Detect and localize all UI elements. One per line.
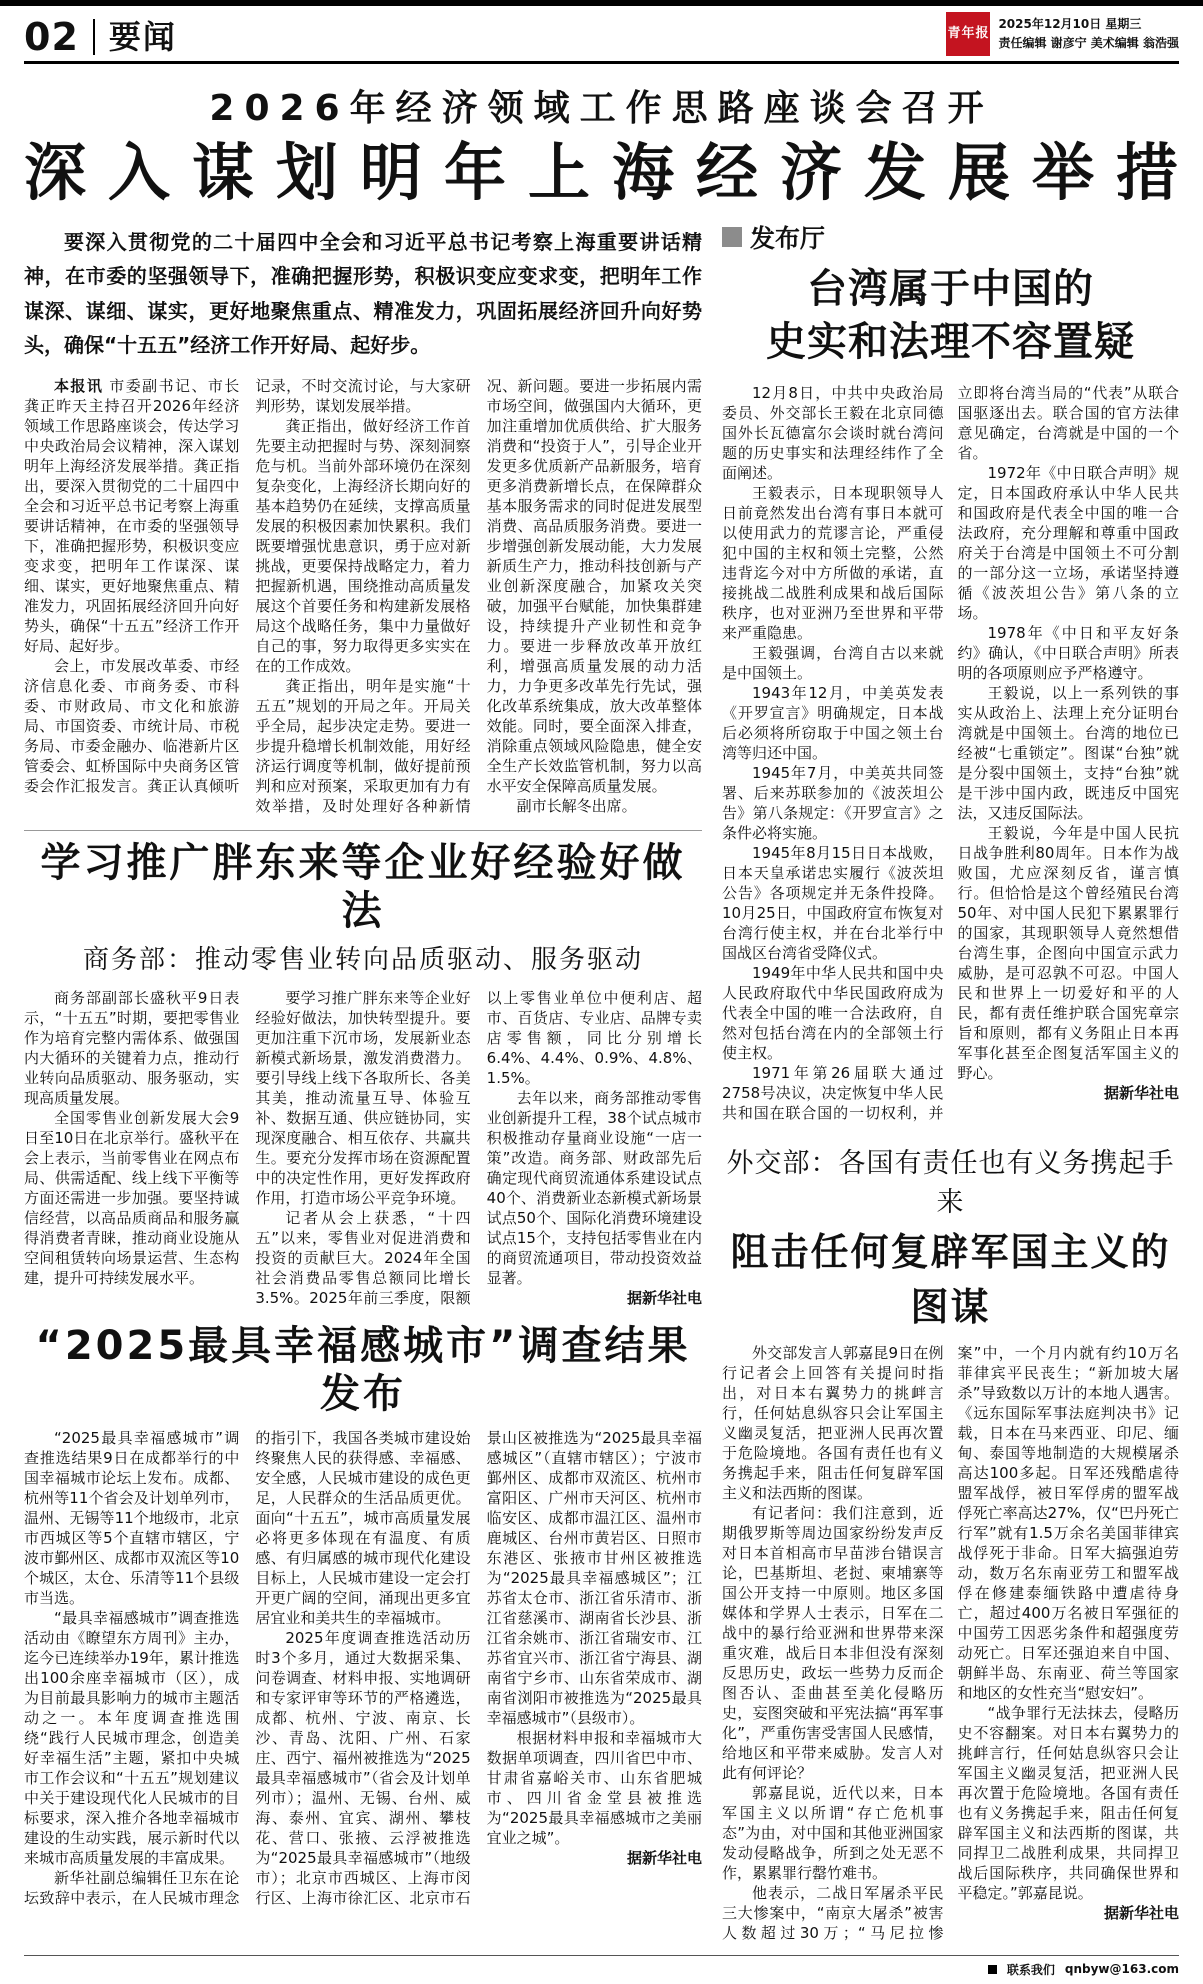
taiwan-story-body (722, 383, 1179, 1123)
paragraph: 郭嘉昆说，近代以来，日本军国主义以所谓“存亡危机事态”为由，对中国和其他亚洲国家发动侵略战争，所到之处无恶不作，累累罪行罄竹难书。 (722, 1783, 944, 1882)
lead-story-kicker: 2026年经济领域工作思路座谈会召开 (209, 88, 994, 129)
editors-line: 责任编辑 谢彦宁 美术编辑 翁浩强 (998, 36, 1179, 50)
happiness-story-paragraphs (24, 1428, 702, 1908)
mofa-story-body (722, 1343, 1179, 1943)
lead-story-headline: 深入谋划明年上海经济发展举措 (24, 136, 1179, 209)
retail-story-headline: 学习推广胖东来等企业好经验好做法 (40, 840, 686, 935)
paragraph: 2025年度调查推选活动历时3个多月，通过大数据采集、问卷调查、材料申报、实地调研和专家评审等环节的严格遴选，成都、杭州、宁波、南京、长沙、青岛、沈阳、广州、石家庄、西宁、福州被推选为“2025最具幸福感城市”（省会及计划单列市）；温州、无锡、台州、威海、泰州、宜宾、湖州、攀枝花、营口、张掖、云浮被推选为“2025最具幸福感城市”（地级市）；北京市西城区、上海市闵行区、上海市徐汇区、北京市石景山区被推选为“2025最具幸福感城区”（直辖市辖区）；宁波市鄞州区、成都市双流区、杭州市富阳区、广州市天河区、杭州市临安区、成都市温江区、温州市鹿城区、台州市黄岩区、日照市东港区、张掖市甘州区被推选为“2025最具幸福感城区”；江苏省太仓市、浙江省乐清市、浙江省慈溪市、湖南省长沙县、浙江省余姚市、浙江省瑞安市、江苏省宜兴市、浙江省宁海县、湖南省宁乡市、山东省荣成市、湖南省浏阳市被推选为“2025最具幸福感城市”（县级市）。 (255, 1429, 702, 1908)
paragraph: 1945年8月15日日本战败，日本天皇承诺忠实履行《波茨坦公告》各项规定并无条件投降。10月25日，中国政府宣布恢复对台湾行使主权，并在台北举行中国战区台湾省受降仪式。 (722, 843, 944, 962)
taiwan-story-paragraphs (722, 383, 1179, 1123)
retail-story (24, 839, 702, 1308)
date-editors-block (998, 15, 1179, 53)
section-header (24, 15, 177, 59)
paragraph: 外交部发言人郭嘉昆9日在例行记者会上回答有关提问时指出，对日本右翼势力的挑衅言行，任何姑息纵容只会让军国主义幽灵复活，把亚洲人民再次置于危险境地。各国有责任也有义务携起手来，阻击任何复辟军国主义和法西斯的图谋。 (722, 1343, 944, 1502)
news-agency-byline: 据新华社电 (1103, 1083, 1179, 1102)
news-agency-byline: 据新华社电 (626, 1289, 702, 1308)
paragraph: 1949年中华人民共和国中央人民政府取代中华民国政府成为代表全中国的唯一合法政府，自然对包括台湾在内的全部领土行使主权。 (722, 963, 944, 1062)
newspaper-logo: 青年报 (946, 12, 990, 56)
retail-story-paragraphs (24, 988, 702, 1308)
dateline: 本报讯 (54, 377, 104, 396)
mofa-story-headline: 阻击任何复辟军国主义的图谋 (730, 1229, 1171, 1329)
paragraph: 王毅说，以上一系列铁的事实从政治上、法理上充分证明台湾就是中国领土。台湾的地位已经被“七重锁定”。图谋“台独”就是分裂中国领土，支持“台独”就是干涉中国内政，既违反中国宪法，又违反国际法。 (957, 683, 1179, 822)
mofa-story-kicker: 外交部：各国有责任也有义务携起手来 (726, 1147, 1175, 1218)
paragraph: 王毅强调，台湾自古以来就是中国领土。 (722, 643, 944, 682)
paragraph: 要学习推广胖东来等企业好经验好做法，加快转型提升。要更加注重下沉市场，发展新业态新模式新场景，激发消费潜力。要引导线上线下各取所长、各美其美，推动流量互导、体验互补、数据互通、供应链协同，实现深度融合、相互依存、共赢共生。要充分发挥市场在资源配置中的决定性作用，更好发挥政府作用，打造市场公平竞争环境。 (255, 989, 471, 1208)
paragraph: “最具幸福感城市”调查推选活动由《瞭望东方周刊》主办，迄今已连续举办19年，累计推选出100余座幸福城市（区），成为目前最具影响力的城市主题活动之一。本年度调查推选围绕“践行人民城市理念，创造美好幸福生活”主题，紧扣中央城市工作会议和“十五五”规划建议中关于建设现代化人民城市的目标要求，深入推介各地幸福城市建设的生动实践，展示新时代以来城市高质量发展的丰富成果。 (24, 1609, 240, 1868)
masthead-brand (946, 12, 1179, 56)
page-number: 02 (24, 15, 79, 59)
footer-square-icon (988, 1965, 997, 1974)
paragraph: 王毅表示，日本现职领导人日前竟然发出台湾有事日本就可以使用武力的荒谬言论，严重侵犯中国的主权和领土完整，公然违背迄今对中方所做的承诺，直接挑战二战胜利成果和战后国际秩序，也对亚洲乃至世界和平带来严重隐患。 (722, 483, 944, 642)
content-row (24, 217, 1179, 1943)
paragraph: 12月8日，中共中央政治局委员、外交部长王毅在北京同德国外长瓦德富尔会谈时就台湾问题的历史事实和法理经纬作了全面阐述。 (722, 383, 944, 482)
left-region (24, 217, 702, 1909)
paragraph: 龚正指出，明年是实施“十五五”规划的开局之年。开局关乎全局，起步决定走势。要进一步提升稳增长机制效能，用好经济运行调度等机制，做好提前预判和应对预案，采取更加有力有效举措，及时处理好各种新情况、新问题。要进一步拓展内需市场空间，做强国内大循环，更加注重增加优质供给、扩大服务消费和“投资于人”，引导企业开发更多优质新产品新服务，培育更多消费新增长点，在保障群众基本服务需求的同时促进发展型消费、高品质服务消费。要进一步增强创新发展动能，大力发展新质生产力，推动科技创新与产业创新深度融合，加紧攻关突破，加强平台赋能，加快集群建设，持续提升产业韧性和竞争力。要进一步释放改革开放红利，增强高质量发展的动力活力，力争更多改革先行先试，强化改革系统集成，放大改革整体效能。同时，要全面深入排查，消除重点领域风险隐患，健全安全生产长效监管机制，努力以高水平安全保障高质量发展。 (255, 377, 702, 816)
header-divider (93, 19, 95, 55)
paragraph: 新华社副总编辑任卫东在论坛致辞中表示，在人民城市理念的指引下，我国各类城市建设始终聚焦人民的获得感、幸福感、安全感，人民城市建设的成色更足，人民群众的生活品质更优。面向“十五五”，城市高质量发展必将更多体现在有温度、有质感、有归属感的城市现代化建设目标上，人民城市建设一定会打开更广阔的空间，涌现出更多宜居宜业和美共生的幸福城市。 (24, 1429, 471, 1908)
paragraph: 1978年《中日和平友好条约》确认，《中日联合声明》所表明的各项原则应予严格遵守。 (957, 623, 1179, 682)
section-label: 要闻 (108, 18, 177, 56)
paragraph: 1972年《中日联合声明》规定，日本国政府承认中华人民共和国政府是代表全中国的唯一合法政府，充分理解和尊重中国政府关于台湾是中国领土不可分割的一部分这一立场，承诺坚持遵循《波茨坦公告》第八条的立场。 (957, 463, 1179, 622)
paragraph: 1971年第26届联大通过2758号决议，决定恢复中华人民共和国在联合国的一切权利，并立即将台湾当局的“代表”从联合国驱逐出去。联合国的官方法律意见确定，台湾就是中国的一个省。 (722, 383, 1179, 1122)
paragraph: 他表示，二战日军屠杀平民三大惨案中，“南京大屠杀”被害人数超过30万；“马尼拉惨案”中，一个月内就有约10万名菲律宾平民丧生；“新加坡大屠杀”导致数以万计的本地人遇害。《远东国际军事法庭判决书》记载，日本在马来西亚、印尼、缅甸、泰国等地制造的大规模屠杀高达100多起。日军还残酷虐待盟军战俘，被日军俘虏的盟军战俘死亡率高达27%，仅“巴丹死亡行军”就有1.5万余名美国菲律宾战俘死于非命。日军大搞强迫劳动，数万名东南亚劳工和盟军战俘在修建泰缅铁路中遭虐待身亡，超过400万名被日军强征的中国劳工因恶劣条件和超强度劳动死亡。日军还强迫来自中国、朝鲜半岛、东南亚、荷兰等国家和地区的女性充当“慰安妇”。 (722, 1343, 1179, 1942)
contact-label: 联系我们 (1006, 1962, 1055, 1977)
paragraph: 1945年7月，中美英共同签署、后来苏联参加的《波茨坦公告》第八条规定：《开罗宣言》之条件必将实施。 (722, 763, 944, 842)
paragraph: 副市长解冬出席。 (516, 797, 637, 816)
retail-story-body (24, 988, 702, 1308)
paragraph: 商务部副部长盛秋平9日表示，“十五五”时期，要把零售业作为培育完整内需体系、做强国内大循环的关键着力点，推动行业转向品质驱动、服务驱动，实现高质量发展。 (24, 989, 240, 1108)
paragraph: 去年以来，商务部推动零售业创新提升工程，38个试点城市积极推动存量商业设施“一店一策”改造。商务部、财政部先后确定现代商贸流通体系建设试点40个、消费新业态新模式新场景试点50个、国际化消费环境建设试点15个，支持包括零售业在内的商贸流通项目，带动投资效益显著。 (486, 1089, 702, 1288)
date-line: 2025年12月10日 星期三 (998, 16, 1142, 31)
paragraph: 王毅说，今年是中国人民抗日战争胜利80周年。日本作为战败国，尤应深刻反省，谨言慎行。但恰恰是这个曾经殖民台湾50年、对中国人民犯下累累罪行的国家，其现职领导人竟然想借台湾生事，企图向中国宣示武力威胁，是可忍孰不可忍。中国人民和世界上一切爱好和平的人民，都有责任维护联合国宪章宗旨和原则，都有义务阻止日本再军事化甚至企图复活军国主义的野心。 (957, 823, 1179, 1082)
paragraph: 全国零售业创新发展大会9日至10日在北京举行。盛秋平在会上表示，当前零售业在网点布局、供需适配、线上线下平衡等方面还需进一步加强。要坚持诚信经营，以高品质商品和服务赢得消费者青睐，推动商业设施从空间租赁转向场景运营、生态构建，提升可持续发展水平。 (24, 1109, 240, 1288)
paragraph: 记者从会上获悉，“十四五”以来，零售业对促进消费和投资的贡献巨大。2024年全国社会消费品零售总额同比增长3.5%。2025年前三季度，限额以上零售业单位中便利店、超市、百货店、专业店、品牌专卖店零售额，同比分别增长6.4%、4.4%、0.9%、4.8%、1.5%。 (255, 989, 702, 1308)
happiness-story-headline: “2025最具幸福感城市”调查结果发布 (35, 1323, 691, 1418)
fabuting-column-label (722, 219, 1179, 255)
taiwan-headline-line2: 史实和法理不容置疑 (766, 318, 1135, 365)
news-agency-byline: 据新华社电 (626, 1849, 702, 1868)
paragraph-text: 市委副书记、市长龚正昨天主持召开2026年经济领域工作思路座谈会，传达学习中央政治局会议精神，深入谋划明年上海经济发展举措。龚正指出，要深入贯彻党的二十届四中全会和习近平总书记考察上海重要讲话精神，在市委的坚强领导下，准确把握形势，积极识变应变求变，把明年工作谋深、谋细、谋实，更好地聚焦重点、精准发力，巩固拓展经济回升向好势头，确保“十五五”经济工作开好局、起好步。 (24, 377, 240, 656)
lead-story-standfirst: 要深入贯彻党的二十届四中全会和习近平总书记考察上海重要讲话精神，在市委的坚强领导下，准确把握形势，积极识变应变求变，把明年工作谋深、谋细、谋实，更好地聚焦重点、精准发力，巩固拓展经济回升向好势头，确保“十五五”经济工作开好局、起好步。 (24, 229, 702, 358)
happiness-story-body (24, 1428, 702, 1908)
paragraph: 有记者问：我们注意到，近期俄罗斯等周边国家纷纷发声反对日本首相高市早苗涉台错误言论，巴基斯坦、老挝、柬埔寨等国公开支持一中原则。地区多国媒体和学界人士表示，日军在二战中的暴行给亚洲和世界带来深重灾难，战后日本非但没有深刻反思历史，政坛一些势力反而企图否认、歪曲甚至美化侵略历史，妄图突破和平宪法搞“再军事化”，严重伤害受害国人民感情，给地区和平带来威胁。发言人对此有何评论？ (722, 1503, 944, 1782)
paragraph: 根据材料申报和幸福城市大数据单项调查，四川省巴中市、甘肃省嘉峪关市、山东省肥城市、四川省金堂县被推选为“2025最具幸福感城市之美丽宜业之城”。 (486, 1729, 702, 1848)
happiness-story (24, 1322, 702, 1908)
contact-email: qnbyw@163.com (1064, 1962, 1179, 1976)
mofa-story-paragraphs (722, 1343, 1179, 1943)
news-agency-byline: 据新华社电 (1103, 1903, 1179, 1922)
fabuting-label-text: 发布厅 (750, 223, 826, 253)
page-footer (24, 1955, 1179, 1978)
section-rule (24, 830, 702, 831)
masthead-row (24, 6, 1179, 64)
right-region (722, 217, 1179, 1943)
paragraph: 1943年12月，中美英发表《开罗宣言》明确规定，日本战后必须将所窃取于中国之领土台湾等归还中国。 (722, 683, 944, 762)
mofa-story (722, 1141, 1179, 1943)
retail-story-subhead: 商务部：推动零售业转向品质驱动、服务驱动 (82, 945, 643, 976)
paragraph: “战争罪行无法抹去，侵略历史不容翻案。对日本右翼势力的挑衅言行，任何姑息纵容只会让军国主义幽灵复活，把亚洲人民再次置于危险境地。各国有责任也有义务携起手来，阻击任何复辟军国主义和法西斯的图谋，共同捍卫二战胜利成果，共同捍卫战后国际秩序，共同确保世界和平稳定。”郭嘉昆说。 (957, 1703, 1179, 1902)
lead-story-body (24, 376, 702, 816)
paragraph (24, 376, 239, 656)
paragraph: “2025最具幸福感城市”调查推选结果9日在成都举行的中国幸福城市论坛上发布。成都、杭州等11个省会及计划单列市，温州、无锡等11个地级市，北京市西城区等5个直辖市辖区，宁波市鄞州区、成都市双流区等10个城区，太仓、乐清等11个县级市当选。 (24, 1429, 240, 1608)
taiwan-story-headline (722, 263, 1179, 369)
paragraph: 会上，市发展改革委、市经济信息化委、市商务委、市科委、市财政局、市文化和旅游局、市国资委、市统计局、市税务局、市委金融办、临港新片区管委会、虹桥国际中央商务区管委会作汇报发言。龚正认真倾听记录，不时交流讨论，与大家研判形势，谋划发展举措。 (24, 377, 471, 796)
paragraph: 龚正指出，做好经济工作首先要主动把握时与势、深刻洞察危与机。当前外部环境仍在深刻复杂变化，上海经济长期向好的基本趋势仍在延续，支撑高质量发展的积极因素加快累积。我们既要增强忧患意识，勇于应对新挑战，更要保持战略定力，着力把握新机遇，围绕推动高质量发展这个首要任务和构建新发展格局这个战略任务，集中力量做好自己的事，努力取得更多实实在在的工作成效。 (255, 417, 471, 676)
taiwan-headline-line1: 台湾属于中国的 (807, 265, 1094, 312)
taiwan-story (722, 263, 1179, 1123)
square-bullet-icon (722, 227, 742, 247)
